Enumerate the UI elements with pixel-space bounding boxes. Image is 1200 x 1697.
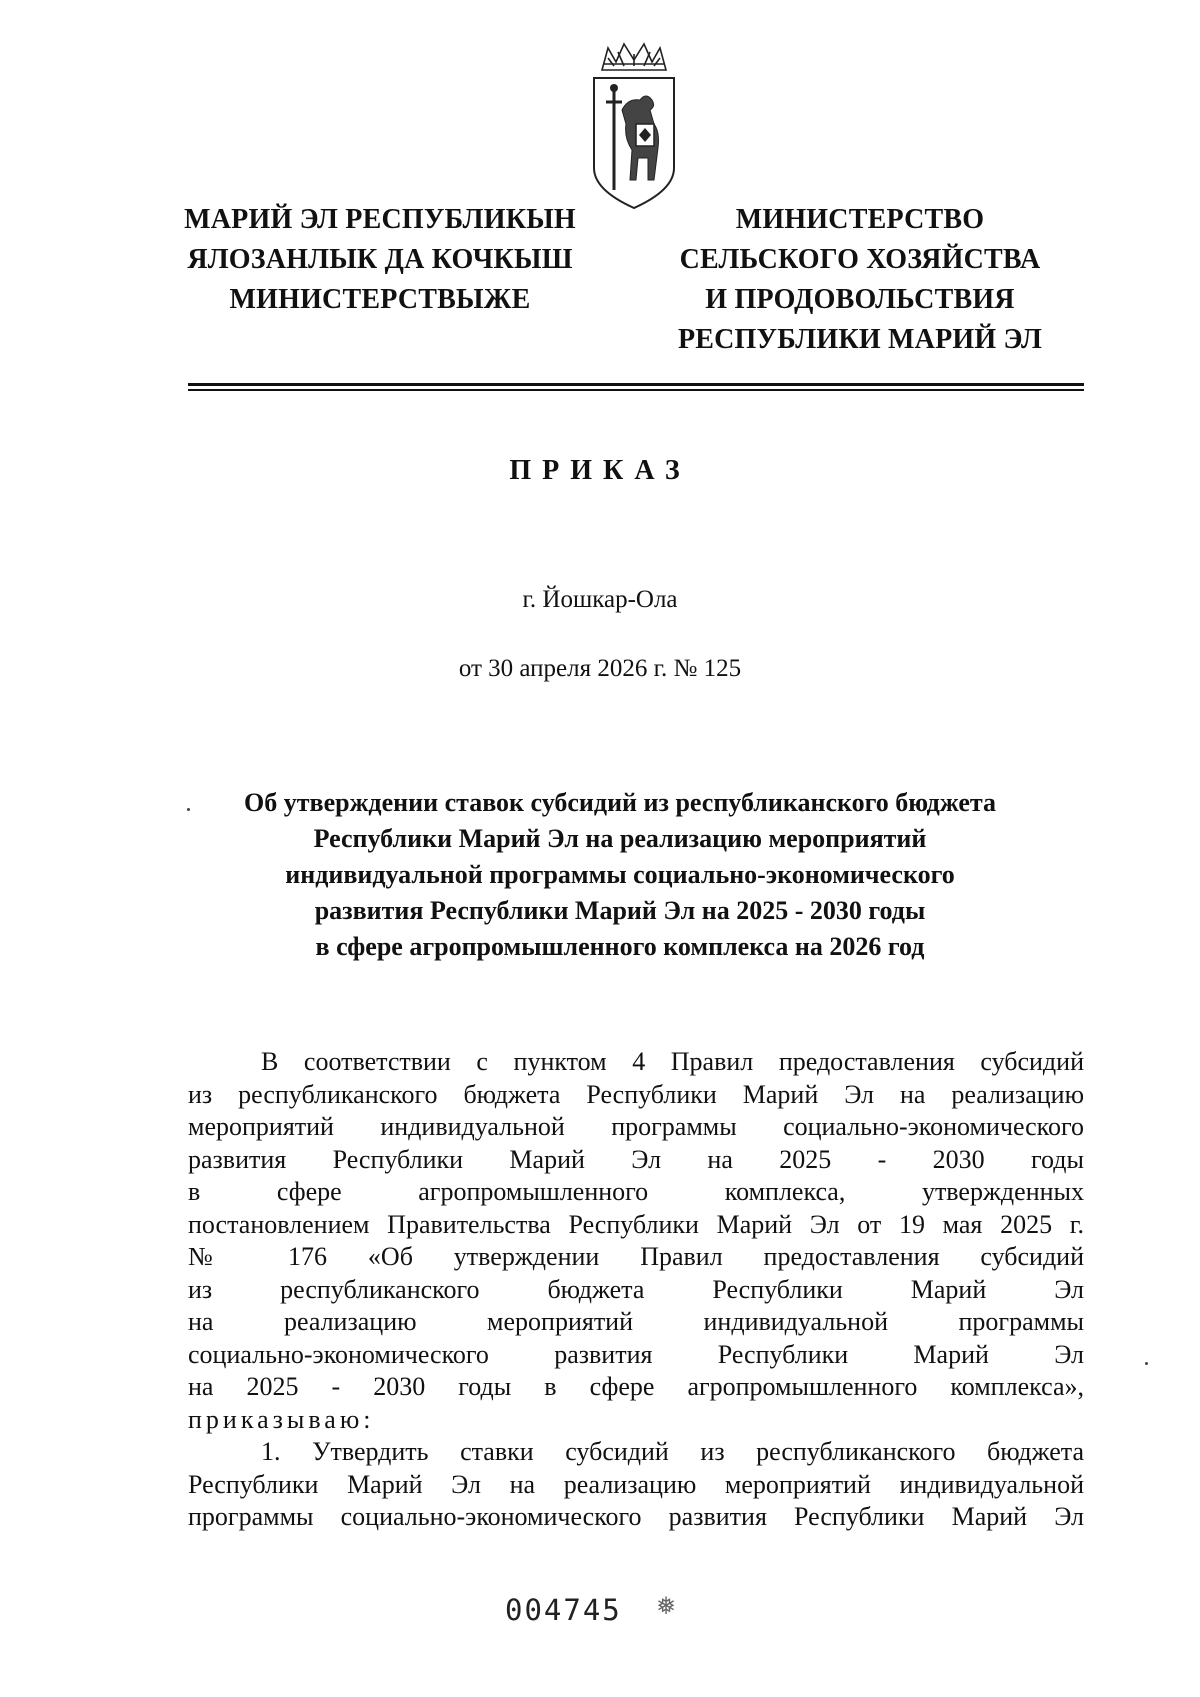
header-russian-name <box>660 200 1060 360</box>
body-line: 1. Утвердить ставки субсидий из республиканского бюджета <box>261 1437 1084 1466</box>
subject-line: Об утверждении ставок субсидий из республиканского бюджета <box>244 788 996 817</box>
subject-line: в сфере агропромышленного комплекса на 2026 год <box>315 932 925 961</box>
snowflake-ornament-icon: ❅ <box>656 1594 677 1620</box>
body-line: на реализацию мероприятий индивидуальной программы <box>188 1307 1084 1336</box>
header-right-line: И ПРОДОВОЛЬСТВИЯ <box>705 284 1015 315</box>
header-right-line: МИНИСТЕРСТВО <box>735 204 985 235</box>
order-date-number: от 30 апреля 2026 г. № 125 <box>458 655 742 682</box>
subject-line: развития Республики Марий Эл на 2025 - 2030 годы <box>314 896 926 925</box>
header-right-line: РЕСПУБЛИКИ МАРИЙ ЭЛ <box>677 324 1043 355</box>
scan-speck <box>1145 1362 1148 1365</box>
header-left-line: МИНИСТЕРСТВЫЖЕ <box>229 284 531 315</box>
header-divider-thin <box>188 389 1084 391</box>
body-line: развития Республики Марий Эл на 2025 - 2030 годы <box>188 1144 1084 1174</box>
header-mari-name <box>150 200 610 320</box>
body-line-orders: приказываю: <box>188 1404 375 1434</box>
body-line: № 176 «Об утверждении Правил предоставления субсидий <box>188 1242 1084 1271</box>
subject-line: индивидуальной программы социально-экономического <box>285 860 955 889</box>
body-line: В соответствии с пунктом 4 Правил предоставления субсидий <box>261 1047 1084 1076</box>
order-subject <box>210 785 1030 965</box>
body-line: Республики Марий Эл на реализацию мероприятий индивидуальной <box>188 1469 1084 1499</box>
body-line: в сфере агропромышленного комплекса, утвержденных <box>188 1177 1084 1206</box>
body-line: постановлением Правительства Республики Марий Эл от 19 мая 2025 г. <box>188 1209 1084 1239</box>
order-body <box>188 1046 1084 1534</box>
serial-number: 004745 <box>505 1593 622 1627</box>
order-title: ПРИКАЗ <box>509 455 691 486</box>
order-city: г. Йошкар-Ола <box>522 586 678 613</box>
header-left-line: ЯЛОЗАНЛЫК ДА КОЧКЫШ <box>187 244 573 275</box>
body-line: из республиканского бюджета Республики Марий Эл <box>188 1274 1084 1304</box>
header-divider-thick <box>188 383 1084 386</box>
body-line: социально-экономического развития Республики Марий Эл <box>188 1339 1084 1369</box>
coat-of-arms-icon <box>588 40 680 210</box>
scan-speck <box>187 808 190 811</box>
header-left-line: МАРИЙ ЭЛ РЕСПУБЛИКЫН <box>184 204 576 235</box>
body-line: на 2025 - 2030 годы в сфере агропромышленного комплекса», <box>188 1372 1084 1401</box>
body-line: программы социально-экономического развития Республики Марий Эл <box>188 1502 1084 1531</box>
subject-line: Республики Марий Эл на реализацию мероприятий <box>313 824 927 853</box>
body-line: из республиканского бюджета Республики Марий Эл на реализацию <box>188 1079 1084 1109</box>
body-line: мероприятий индивидуальной программы социально-экономического <box>188 1112 1084 1141</box>
header-right-line: СЕЛЬСКОГО ХОЗЯЙСТВА <box>679 244 1041 275</box>
